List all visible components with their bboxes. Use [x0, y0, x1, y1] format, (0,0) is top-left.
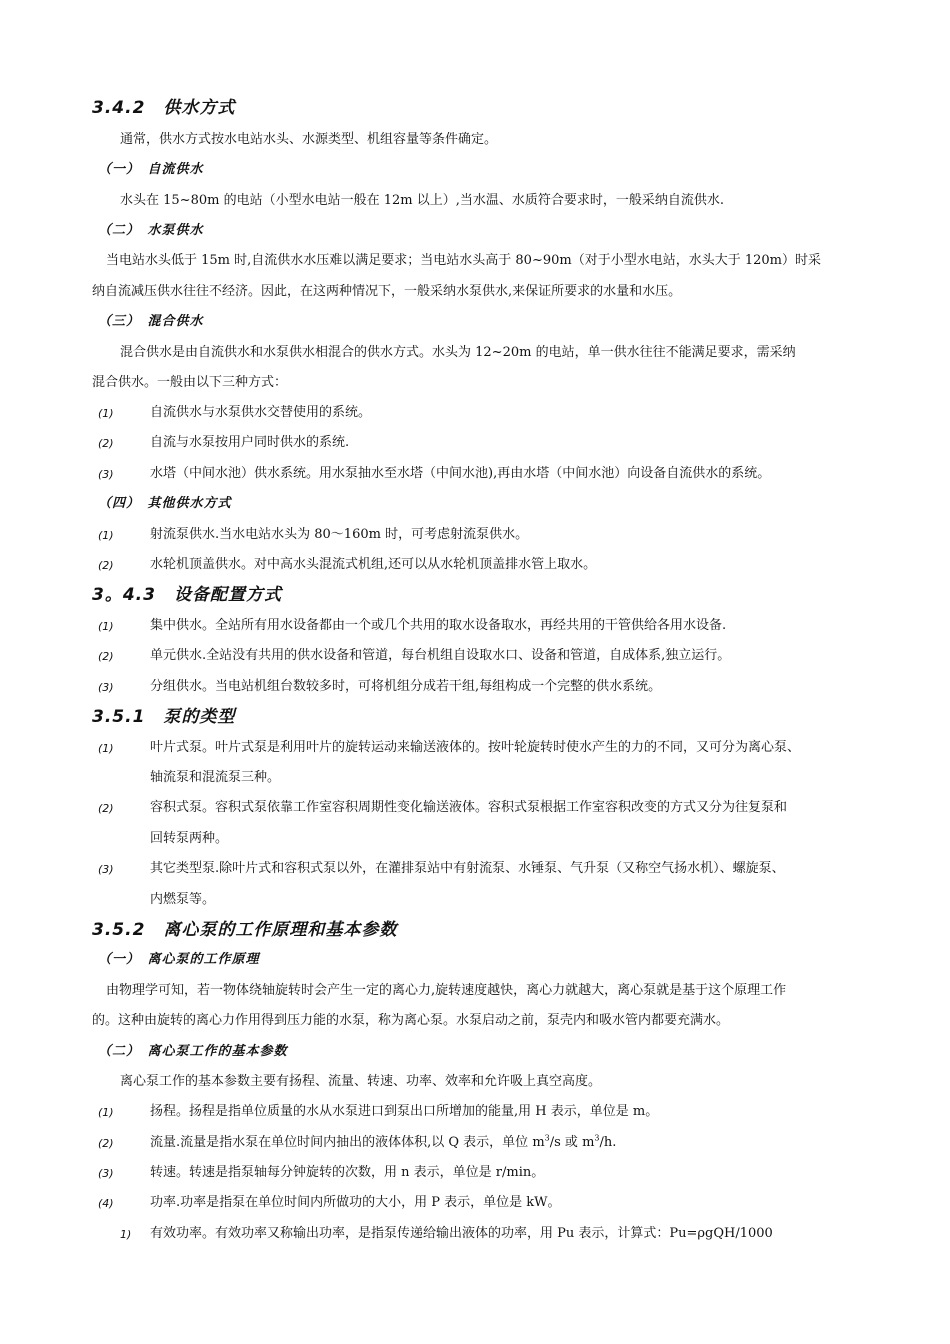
- document-page: 3.4.2 供水方式 通常，供水方式按水电站水头、水源类型、机组容量等条件确定。 （一） 自流供水 水头在 15~80m 的电站（小型水电站一般在 12m 以上）,当水温、水质符合要求时，一般采纳自流供水. （二） 水泵供水 当电站水头低于 15m 时,自流供水水压难以满足要求；当电站水头高于 80~90m（对于小型水电站，水头大于 120m）时采 纳自流减压供水往往不经济。因此，在这两种情况下，一般采纳水泵供水,来保证所要求的水量和水压。 （三） 混合供水 混合供水是由自流供水和水泵供水相混合的供水方式。水头为 12~20m 的电站，单一供水往往不能满足要求，需采纳 混合供水。一般由以下三种方式： (1) 自流供水与水泵供水交替使用的系统。 (2) 自流与水泵按用户同时供水的系统. (3) 水塔（中间水池）供水系统。用水泵抽水至水塔（中间水池),再由水塔（中间水池）向设备自流供水的系统。 （四） 其他供水方式 (1) 射流泵供水.当水电站水头为 80～160m 时，可考虑射流泵供水。 (2) 水轮机顶盖供水。对中高水头混流式机组,还可以从水轮机顶盖排水管上取水。 3。4.3 设备配置方式 (1) 集中供水。全站所有用水设备都由一个或几个共用的取水设备取水，再经共用的干管供给各用水设备. (2) 单元供水.全站没有共用的供水设备和管道，每台机组自设取水口、设备和管道，自成体系,独立运行。 (3) 分组供水。当电站机组台数较多时，可将机组分成若干组,每组构成一个完整的供水系统。 3.5.1 泵的类型 (1) 叶片式泵。叶片式泵是利用叶片的旋转运动来输送液体的。按叶轮旋转时使水产生的力的不同，又可分为离心泵、 轴流泵和混流泵三种。 (2) 容积式泵。容积式泵依靠工作室容积周期性变化输送液体。容积式泵根据工作室容积改变的方式又分为往复泵和 回转泵两种。 (3) 其它类型泵.除叶片式和容积式泵以外，在灌排泵站中有射流泵、水锤泵、气升泵（又称空气扬水机）、螺旋泵、 内燃泵等。 3.5.2 离心泵的工作原理和基本参数 （一） 离心泵的工作原理 由物理学可知，若一物体绕轴旋转时会产生一定的离心力,旋转速度越快，离心力就越大，离心泵就是基于这个原理工作 的。这种由旋转的离心力作用得到压力能的水泵，称为离心泵。水泵启动之前，泵壳内和吸水管内都要充满水。 （二） 离心泵工作的基本参数 离心泵工作的基本参数主要有扬程、流量、转速、功率、效率和允许吸上真空高度。 (1) 扬程。扬程是指单位质量的水从水泵进口到泵出口所增加的能量,用 H 表示，单位是 m。 (2) 流量.流量是指水泵在单位时间内抽出的液体体积,以 Q 表示，单位 $m^3/s$ 或 $m^3/h$. (3) 转速。转速是指泵轴每分钟旋转的次数，用 n 表示，单位是 r/min。 (4) 功率.功率是指泵在单位时间内所做功的大小，用 P 表示，单位是 kW。 1) 有效功率。有效功率又称输出功率，是指泵传递给输出液体的功率，用 Pu 表示，计算式：Pu=ρgQH/1000: [92, 98, 821, 1241]
